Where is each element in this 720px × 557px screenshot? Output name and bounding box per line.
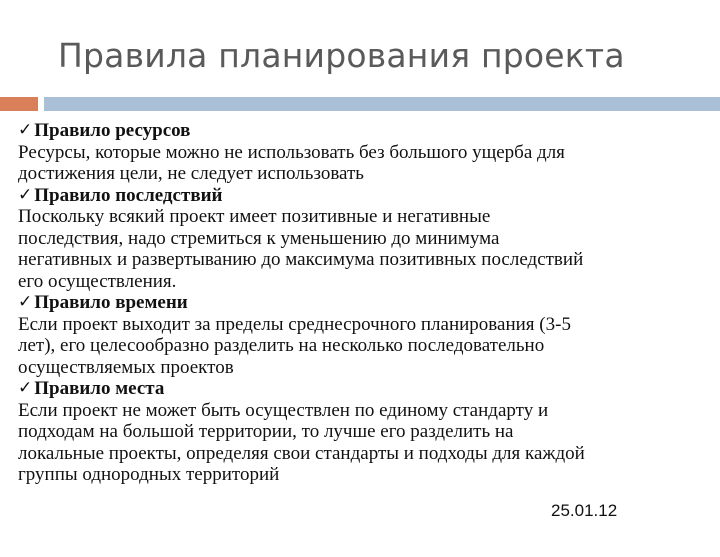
rule-heading-place — [18, 378, 708, 400]
text-line: Ресурсы, которые можно не использовать без большого ущерба для — [18, 141, 565, 163]
slide-body — [18, 120, 708, 486]
rule-heading-label: Правило последствий — [34, 184, 223, 206]
text-line: его осуществления. — [18, 270, 177, 292]
text-line: лет), его целесообразно разделить на несколько последовательно — [18, 335, 545, 356]
slide-date: 25.01.12 — [551, 501, 618, 520]
rule-text-place — [18, 400, 708, 486]
rule-heading-consequences — [18, 185, 708, 207]
rule-heading-time — [18, 292, 708, 314]
text-line: негативных и развертыванию до максимума позитивных последствий — [18, 249, 584, 270]
text-line: последствия, надо стремиться к уменьшению до минимума — [18, 227, 500, 249]
text-line: локальные проекты, определяя свои стандарты и подходы для каждой — [18, 442, 585, 464]
text-line: Если проект выходит за пределы среднесрочного планирования (3-5 — [18, 313, 571, 335]
text-line: группы однородных территорий — [18, 464, 280, 485]
checkmark-icon: ✓ — [18, 292, 33, 312]
rule-text-time — [18, 314, 708, 379]
rule-heading-label: Правило времени — [34, 292, 188, 313]
text-line: подходам на большой территории, то лучше его разделить на — [18, 421, 514, 442]
header-bar — [44, 97, 720, 111]
text-line: достижения цели, не следует использовать — [18, 163, 364, 184]
checkmark-icon: ✓ — [18, 120, 33, 140]
rule-text-resources — [18, 142, 708, 185]
rule-text-consequences — [18, 206, 708, 292]
checkmark-icon: ✓ — [18, 184, 33, 205]
checkmark-icon: ✓ — [18, 378, 33, 398]
text-line: Поскольку всякий проект имеет позитивные и негативные — [18, 206, 491, 227]
slide-title: Правила планирования проекта — [58, 36, 625, 75]
rule-heading-label: Правило ресурсов — [34, 120, 191, 141]
accent-bar — [0, 97, 38, 111]
text-line: Если проект не может быть осуществлен по единому стандарту и — [18, 399, 549, 421]
rule-heading-resources — [18, 120, 708, 142]
rule-heading-label: Правило места — [34, 378, 165, 399]
text-line: осуществляемых проектов — [18, 356, 234, 378]
